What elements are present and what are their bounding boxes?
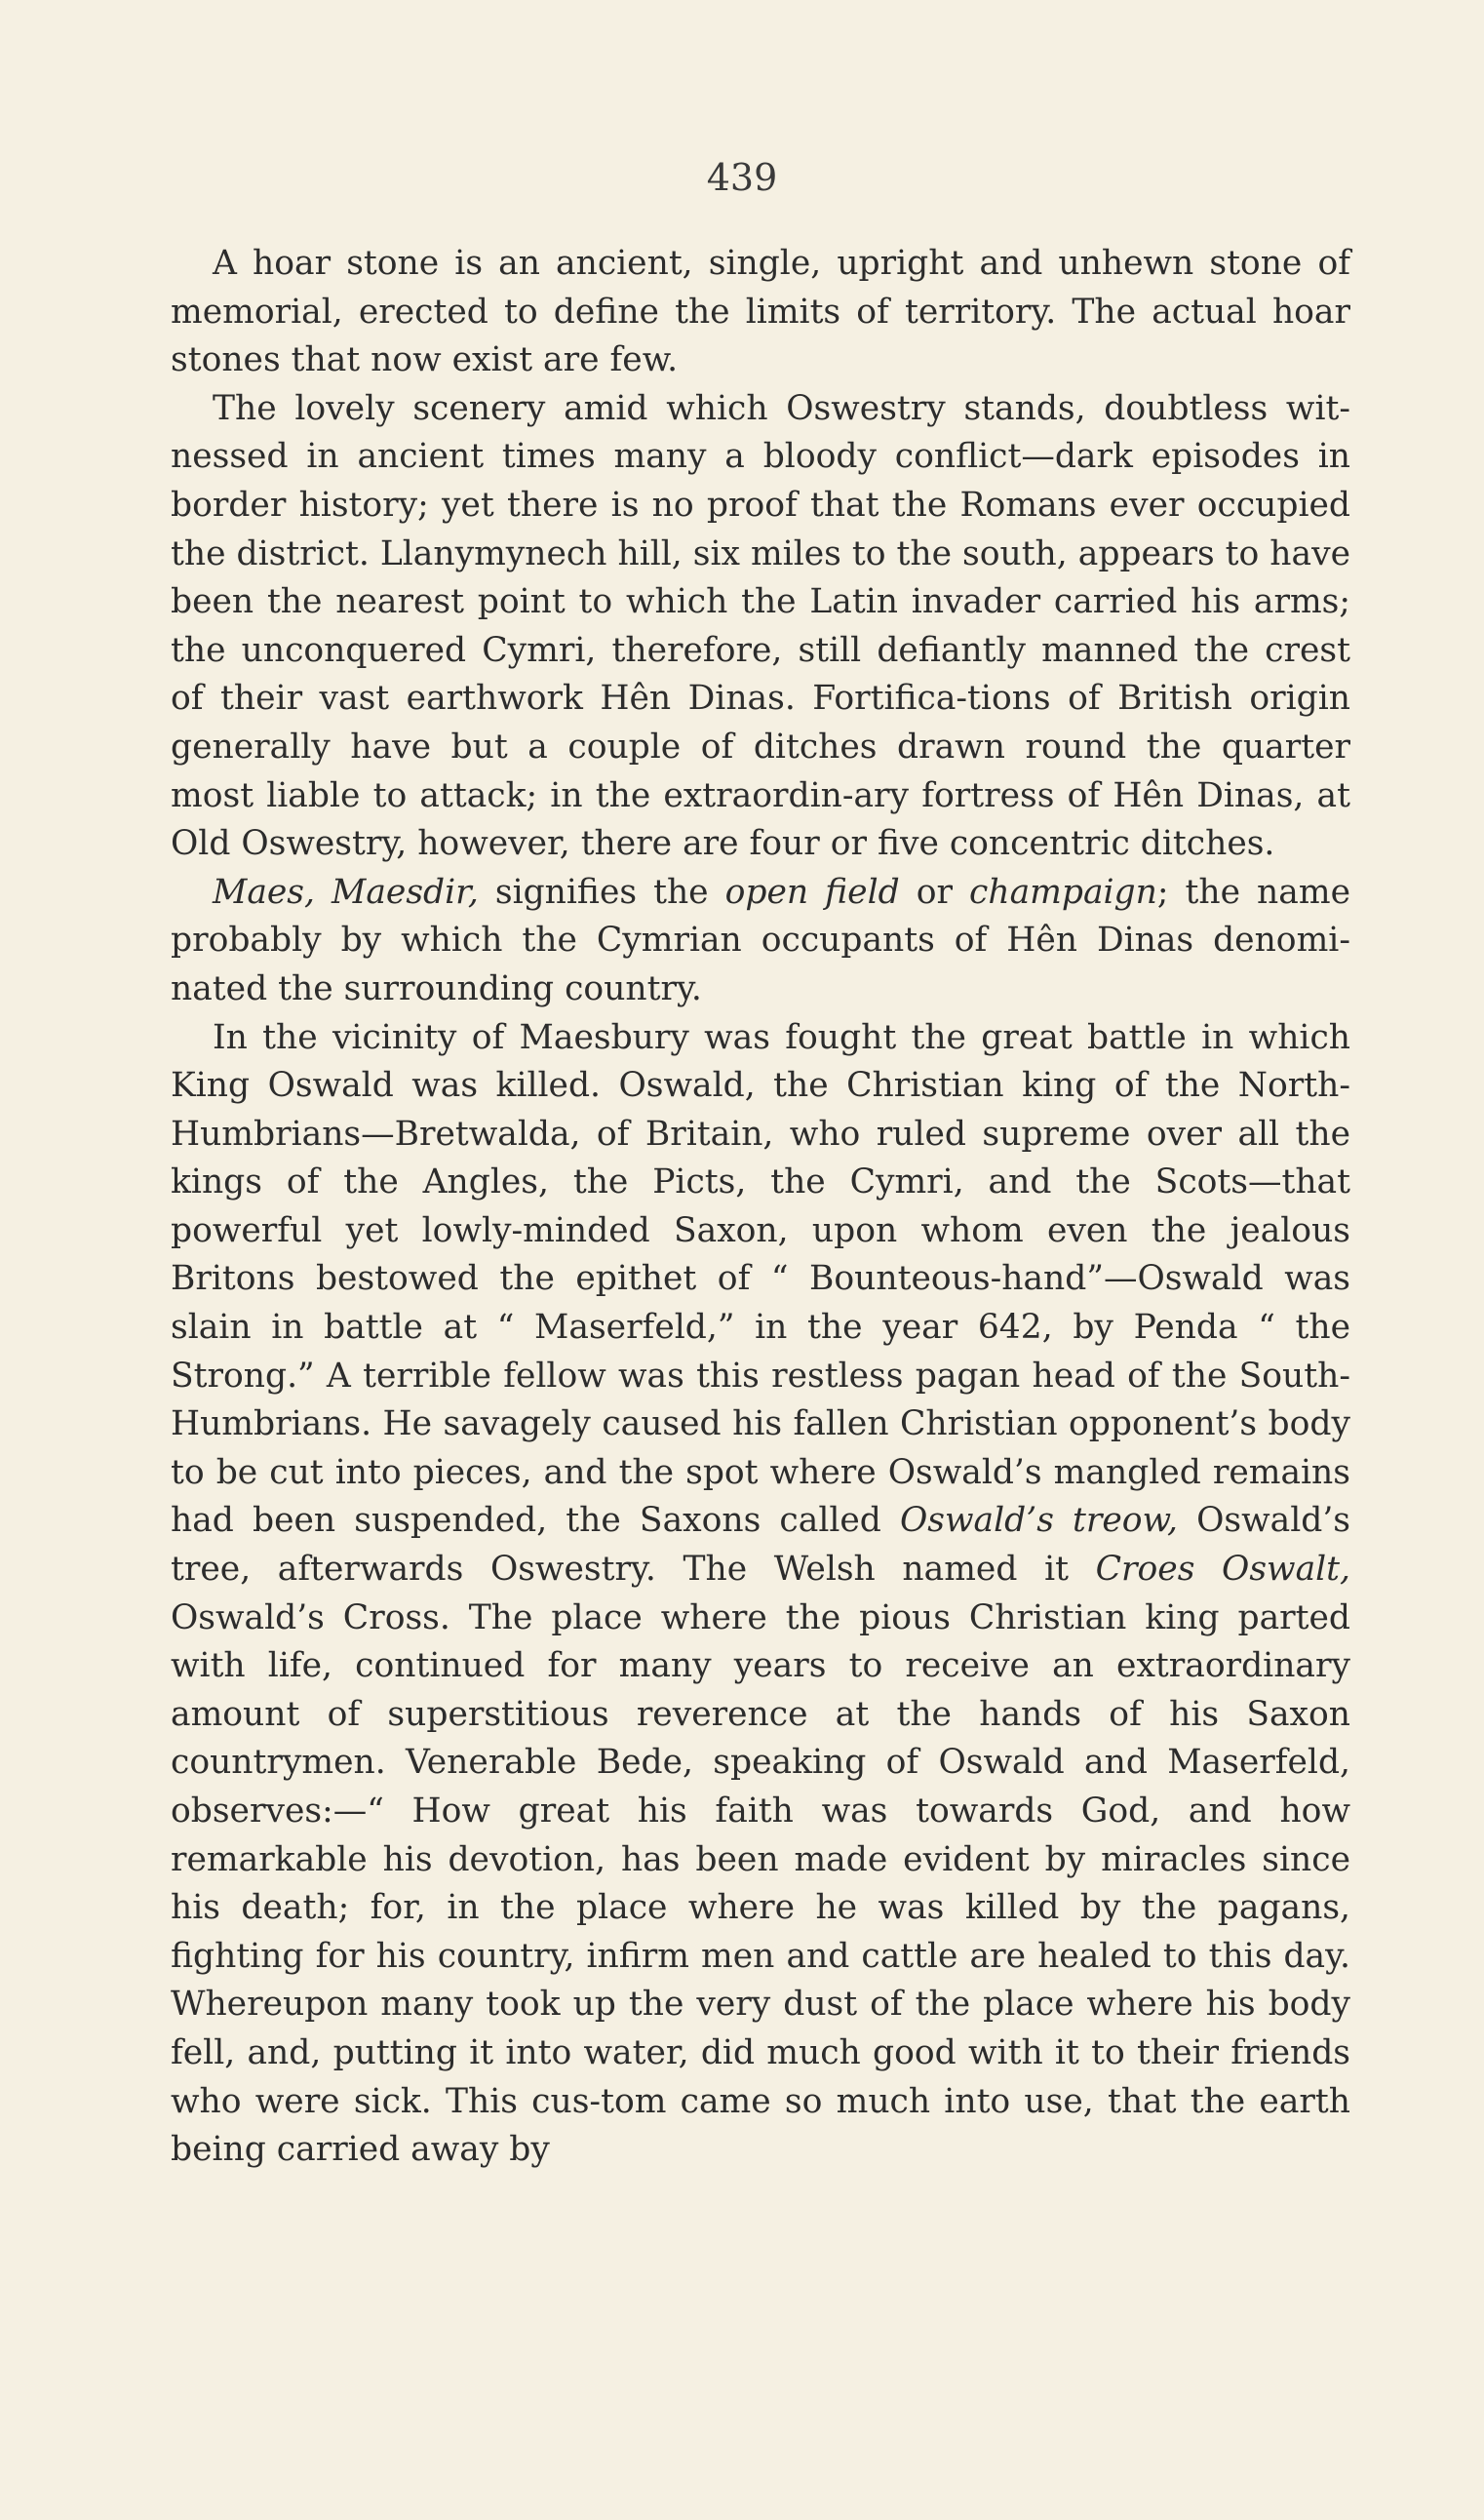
paragraph [171,869,1350,1014]
text-segment: Oswald’s tree, afterwards Oswestry. The Welsh named it [171,1501,1350,1590]
italic-term: Croes Oswalt, [1095,1550,1351,1590]
text-segment: The lovely scenery amid which Oswestry stands, doubtless wit-nessed in ancient times many a bloody conflict—dark episodes in border history; yet there is no proof that the Romans ever occupied the district. Llanymynech hill, six miles to the south, appears to have been the nearest point to which the Latin invader carried his arms; the unconquered Cymri, therefore, still defiantly manned the crest of their vast earthwork Hên Dinas. Fortifica-tions of British origin generally have but a couple of ditches drawn round the quarter most liable to attack; in the extraordin-ary fortress of Hên Dinas, at Old Oswestry, however, there are four or five concentric ditches. [171,388,1350,864]
text-segment: In the vicinity of Maesbury was fought the great battle in which King Oswald was killed. Oswald, the Christian king of the North-Humbrians—Bretwalda, of Britain, who ruled supreme over all the kings of the Angles, the Picts, the Cymri, and the Scots—that powerful yet lowly-minded Saxon, upon whom even the jealous Britons bestowed the epithet of “ Bounteous-hand”—Oswald was slain in battle at “ Maserfeld,” in the year 642, by Penda “ the Strong.” A terrible fellow was this restless pagan head of the South-Humbrians. He savagely caused his fallen Christian opponent’s body to be cut into pieces, and the spot where Oswald’s mangled remains had been suspended, the Saxons called [171,1017,1350,1541]
italic-term: Oswald’s treow, [900,1501,1178,1541]
italic-term: champaign [969,872,1157,912]
text-segment: ; the name probably by which the Cymrian occupants of Hên Dinas denomi-nated the surrounding country. [171,872,1350,1008]
text-segment: A hoar stone is an ancient, single, upright and unhewn stone of memorial, erected to define the limits of territory. The actual hoar stones that now exist are few. [171,244,1350,380]
italic-term: open field [724,872,900,912]
text-segment: signifies the [478,872,725,912]
paragraph [171,385,1350,869]
paragraph [171,1014,1350,2175]
text-segment: or [899,872,970,912]
page-number: 439 [706,156,778,199]
body-text [171,240,1350,2175]
italic-term: Maes, Maesdir, [213,872,479,912]
paragraph [171,240,1350,385]
text-segment: Oswald’s Cross. The place where the pious Christian king parted with life, continued for many years to receive an extraordinary amount of superstitious reverence at the hands of his Saxon countrymen. Venerable Bede, speaking of Oswald and Maserfeld, observes:—“ How great his faith was towards God, and how remarkable his devotion, has been made evident by miracles since his death; for, in the place where he was killed by the pagans, fighting for his country, infirm men and cattle are healed to this day. Whereupon many took up the very dust of the place where his body fell, and, putting it into water, did much good with it to their friends who were sick. This cus-tom came so much into use, that the earth being carried away by [171,1597,1350,2170]
